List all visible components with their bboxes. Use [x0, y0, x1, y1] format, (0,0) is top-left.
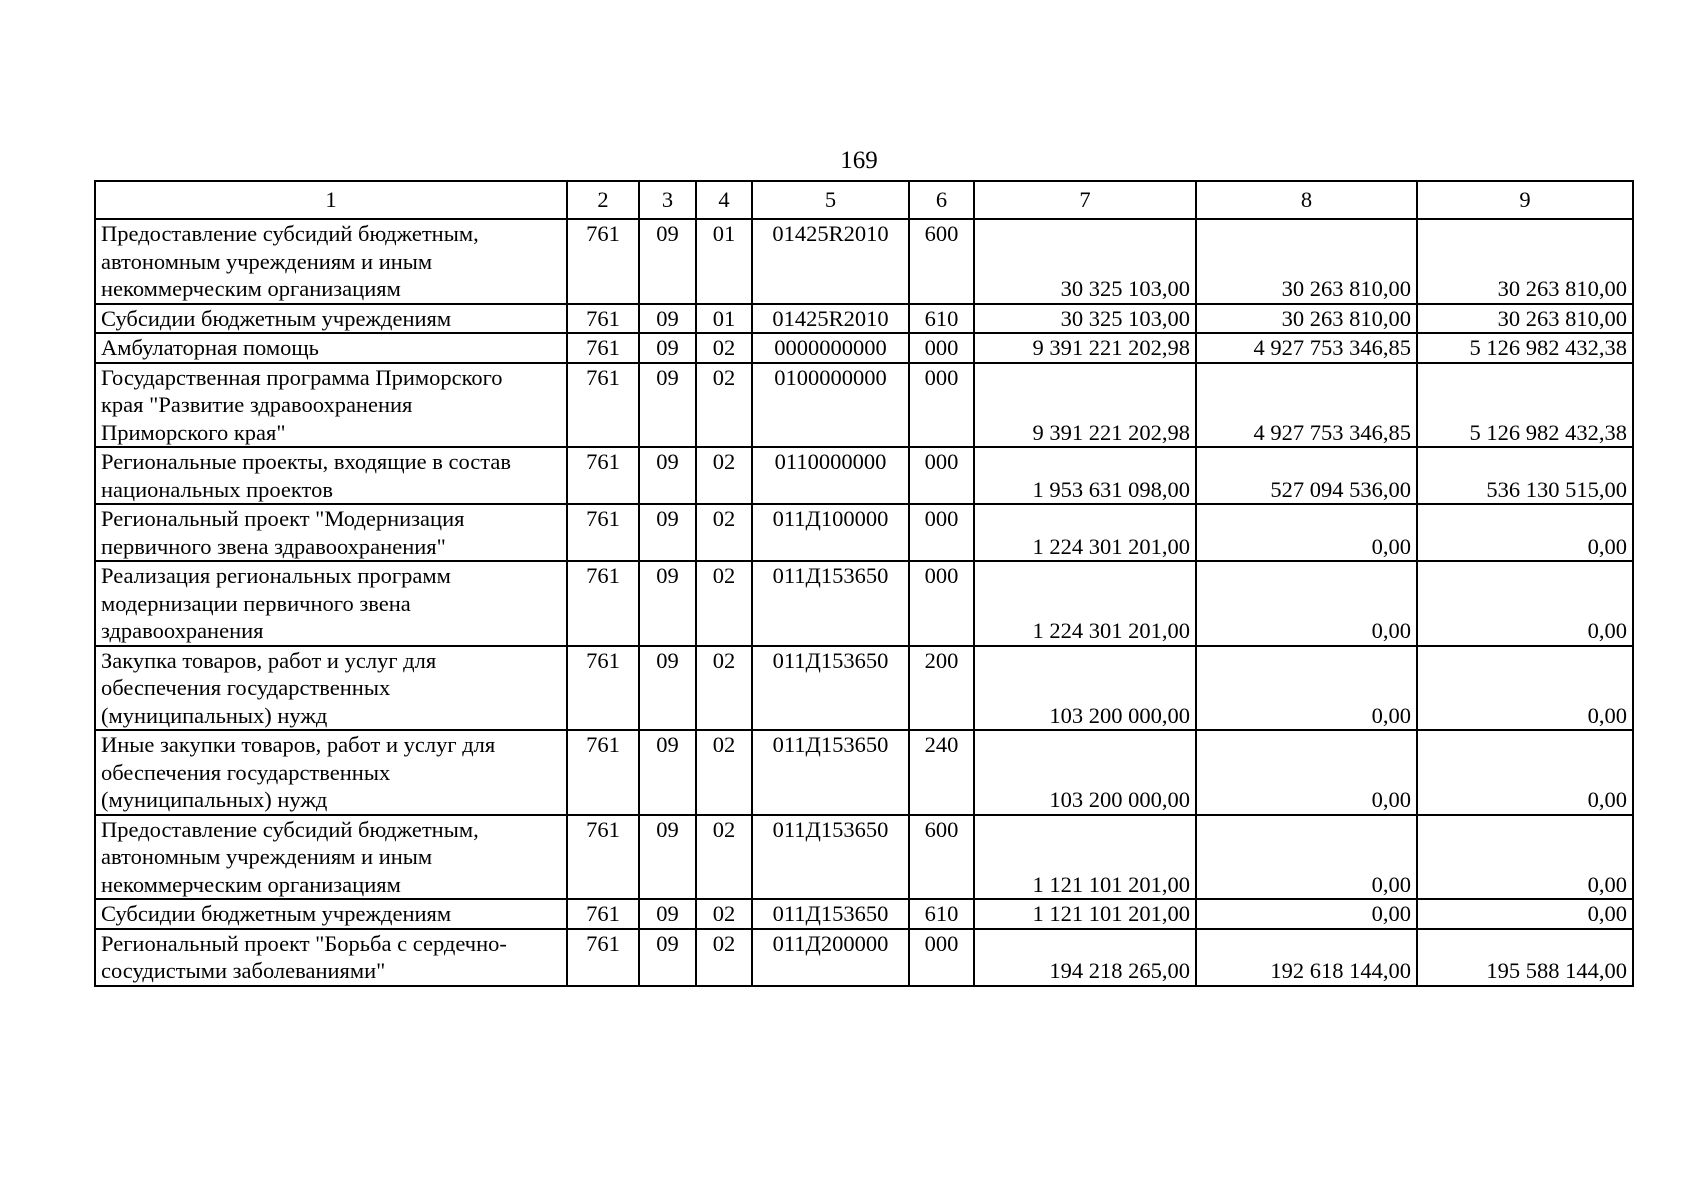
row-col-8: 0,00 — [1196, 730, 1417, 815]
row-col-8: 0,00 — [1196, 815, 1417, 900]
row-col-5: 011Д153650 — [752, 815, 909, 900]
column-header-8: 8 — [1196, 181, 1417, 219]
row-col-9: 0,00 — [1417, 504, 1633, 561]
budget-table — [94, 180, 1634, 987]
row-col-5: 011Д100000 — [752, 504, 909, 561]
row-col-7: 103 200 000,00 — [974, 730, 1196, 815]
row-col-2: 761 — [567, 730, 639, 815]
row-col-3: 09 — [639, 730, 696, 815]
row-col-2: 761 — [567, 929, 639, 986]
row-name: Иные закупки товаров, работ и услуг для обеспечения государственных (муниципальных) нужд — [95, 730, 567, 815]
table-row — [95, 815, 1633, 900]
column-header-9: 9 — [1417, 181, 1633, 219]
row-col-3: 09 — [639, 646, 696, 731]
row-col-5: 01425R2010 — [752, 219, 909, 304]
row-col-5: 011Д153650 — [752, 646, 909, 731]
row-col-4: 02 — [696, 363, 752, 448]
row-col-6: 000 — [909, 504, 974, 561]
row-col-5: 011Д153650 — [752, 730, 909, 815]
row-col-4: 01 — [696, 219, 752, 304]
row-col-6: 600 — [909, 815, 974, 900]
column-header-1: 1 — [95, 181, 567, 219]
row-name: Амбулаторная помощь — [95, 333, 567, 363]
column-header-4: 4 — [696, 181, 752, 219]
table-row — [95, 899, 1633, 929]
row-col-4: 02 — [696, 815, 752, 900]
row-col-4: 02 — [696, 646, 752, 731]
row-col-3: 09 — [639, 363, 696, 448]
table-row — [95, 730, 1633, 815]
row-col-6: 600 — [909, 219, 974, 304]
row-col-9: 536 130 515,00 — [1417, 447, 1633, 504]
row-col-4: 01 — [696, 304, 752, 334]
column-header-7: 7 — [974, 181, 1196, 219]
table-body — [95, 181, 1633, 986]
row-col-6: 000 — [909, 447, 974, 504]
row-col-5: 011Д153650 — [752, 899, 909, 929]
row-col-7: 1 224 301 201,00 — [974, 504, 1196, 561]
row-col-4: 02 — [696, 447, 752, 504]
row-col-5: 01425R2010 — [752, 304, 909, 334]
row-name: Предоставление субсидий бюджетным, автономным учреждениям и иным некоммерческим организациям — [95, 219, 567, 304]
row-col-7: 1 121 101 201,00 — [974, 815, 1196, 900]
row-col-7: 194 218 265,00 — [974, 929, 1196, 986]
row-name: Региональный проект "Модернизация первичного звена здравоохранения" — [95, 504, 567, 561]
row-col-8: 0,00 — [1196, 646, 1417, 731]
row-col-7: 30 325 103,00 — [974, 219, 1196, 304]
row-col-3: 09 — [639, 561, 696, 646]
row-col-3: 09 — [639, 504, 696, 561]
row-col-2: 761 — [567, 219, 639, 304]
row-col-4: 02 — [696, 929, 752, 986]
row-col-8: 0,00 — [1196, 561, 1417, 646]
row-col-9: 195 588 144,00 — [1417, 929, 1633, 986]
column-header-5: 5 — [752, 181, 909, 219]
row-col-6: 200 — [909, 646, 974, 731]
row-col-2: 761 — [567, 646, 639, 731]
row-col-3: 09 — [639, 929, 696, 986]
row-col-7: 1 121 101 201,00 — [974, 899, 1196, 929]
row-col-7: 9 391 221 202,98 — [974, 333, 1196, 363]
row-col-8: 4 927 753 346,85 — [1196, 363, 1417, 448]
row-col-3: 09 — [639, 304, 696, 334]
row-col-7: 1 953 631 098,00 — [974, 447, 1196, 504]
table-row — [95, 333, 1633, 363]
table-row — [95, 304, 1633, 334]
row-col-4: 02 — [696, 504, 752, 561]
table-row — [95, 447, 1633, 504]
table-row — [95, 363, 1633, 448]
row-col-8: 0,00 — [1196, 899, 1417, 929]
row-col-2: 761 — [567, 561, 639, 646]
column-header-2: 2 — [567, 181, 639, 219]
row-col-6: 610 — [909, 899, 974, 929]
row-col-5: 0100000000 — [752, 363, 909, 448]
row-name: Предоставление субсидий бюджетным, автономным учреждениям и иным некоммерческим организациям — [95, 815, 567, 900]
table-row — [95, 219, 1633, 304]
row-col-8: 0,00 — [1196, 504, 1417, 561]
row-col-9: 0,00 — [1417, 899, 1633, 929]
row-col-4: 02 — [696, 730, 752, 815]
row-col-6: 000 — [909, 363, 974, 448]
row-col-2: 761 — [567, 304, 639, 334]
row-col-5: 011Д153650 — [752, 561, 909, 646]
row-col-4: 02 — [696, 333, 752, 363]
row-col-6: 610 — [909, 304, 974, 334]
row-name: Региональные проекты, входящие в состав национальных проектов — [95, 447, 567, 504]
row-col-3: 09 — [639, 815, 696, 900]
row-col-6: 000 — [909, 929, 974, 986]
column-header-6: 6 — [909, 181, 974, 219]
row-col-6: 000 — [909, 333, 974, 363]
row-col-8: 30 263 810,00 — [1196, 304, 1417, 334]
row-col-9: 0,00 — [1417, 561, 1633, 646]
row-col-5: 0110000000 — [752, 447, 909, 504]
row-col-4: 02 — [696, 561, 752, 646]
row-col-3: 09 — [639, 447, 696, 504]
page-number: 169 — [840, 147, 878, 174]
row-col-8: 192 618 144,00 — [1196, 929, 1417, 986]
row-col-2: 761 — [567, 447, 639, 504]
row-col-4: 02 — [696, 899, 752, 929]
row-col-9: 0,00 — [1417, 646, 1633, 731]
table-row — [95, 929, 1633, 986]
row-col-3: 09 — [639, 219, 696, 304]
row-col-9: 5 126 982 432,38 — [1417, 363, 1633, 448]
row-col-7: 103 200 000,00 — [974, 646, 1196, 731]
row-col-8: 30 263 810,00 — [1196, 219, 1417, 304]
row-col-3: 09 — [639, 899, 696, 929]
row-col-9: 0,00 — [1417, 730, 1633, 815]
row-col-8: 527 094 536,00 — [1196, 447, 1417, 504]
row-col-6: 000 — [909, 561, 974, 646]
column-header-3: 3 — [639, 181, 696, 219]
row-name: Государственная программа Приморского края "Развитие здравоохранения Приморского края" — [95, 363, 567, 448]
row-col-3: 09 — [639, 333, 696, 363]
row-col-8: 4 927 753 346,85 — [1196, 333, 1417, 363]
row-col-5: 011Д200000 — [752, 929, 909, 986]
row-col-2: 761 — [567, 333, 639, 363]
row-name: Региональный проект "Борьба с сердечно- сосудистыми заболеваниями" — [95, 929, 567, 986]
table-row — [95, 561, 1633, 646]
header-row — [95, 181, 1633, 219]
row-col-2: 761 — [567, 363, 639, 448]
row-col-7: 1 224 301 201,00 — [974, 561, 1196, 646]
row-name: Субсидии бюджетным учреждениям — [95, 899, 567, 929]
row-col-9: 30 263 810,00 — [1417, 219, 1633, 304]
row-col-2: 761 — [567, 899, 639, 929]
row-name: Закупка товаров, работ и услуг для обеспечения государственных (муниципальных) нужд — [95, 646, 567, 731]
row-col-5: 0000000000 — [752, 333, 909, 363]
row-col-2: 761 — [567, 815, 639, 900]
table-row — [95, 504, 1633, 561]
row-col-6: 240 — [909, 730, 974, 815]
row-col-7: 30 325 103,00 — [974, 304, 1196, 334]
row-name: Реализация региональных программ модернизации первичного звена здравоохранения — [95, 561, 567, 646]
row-col-2: 761 — [567, 504, 639, 561]
row-name: Субсидии бюджетным учреждениям — [95, 304, 567, 334]
row-col-7: 9 391 221 202,98 — [974, 363, 1196, 448]
table-row — [95, 646, 1633, 731]
row-col-9: 30 263 810,00 — [1417, 304, 1633, 334]
row-col-9: 0,00 — [1417, 815, 1633, 900]
row-col-9: 5 126 982 432,38 — [1417, 333, 1633, 363]
